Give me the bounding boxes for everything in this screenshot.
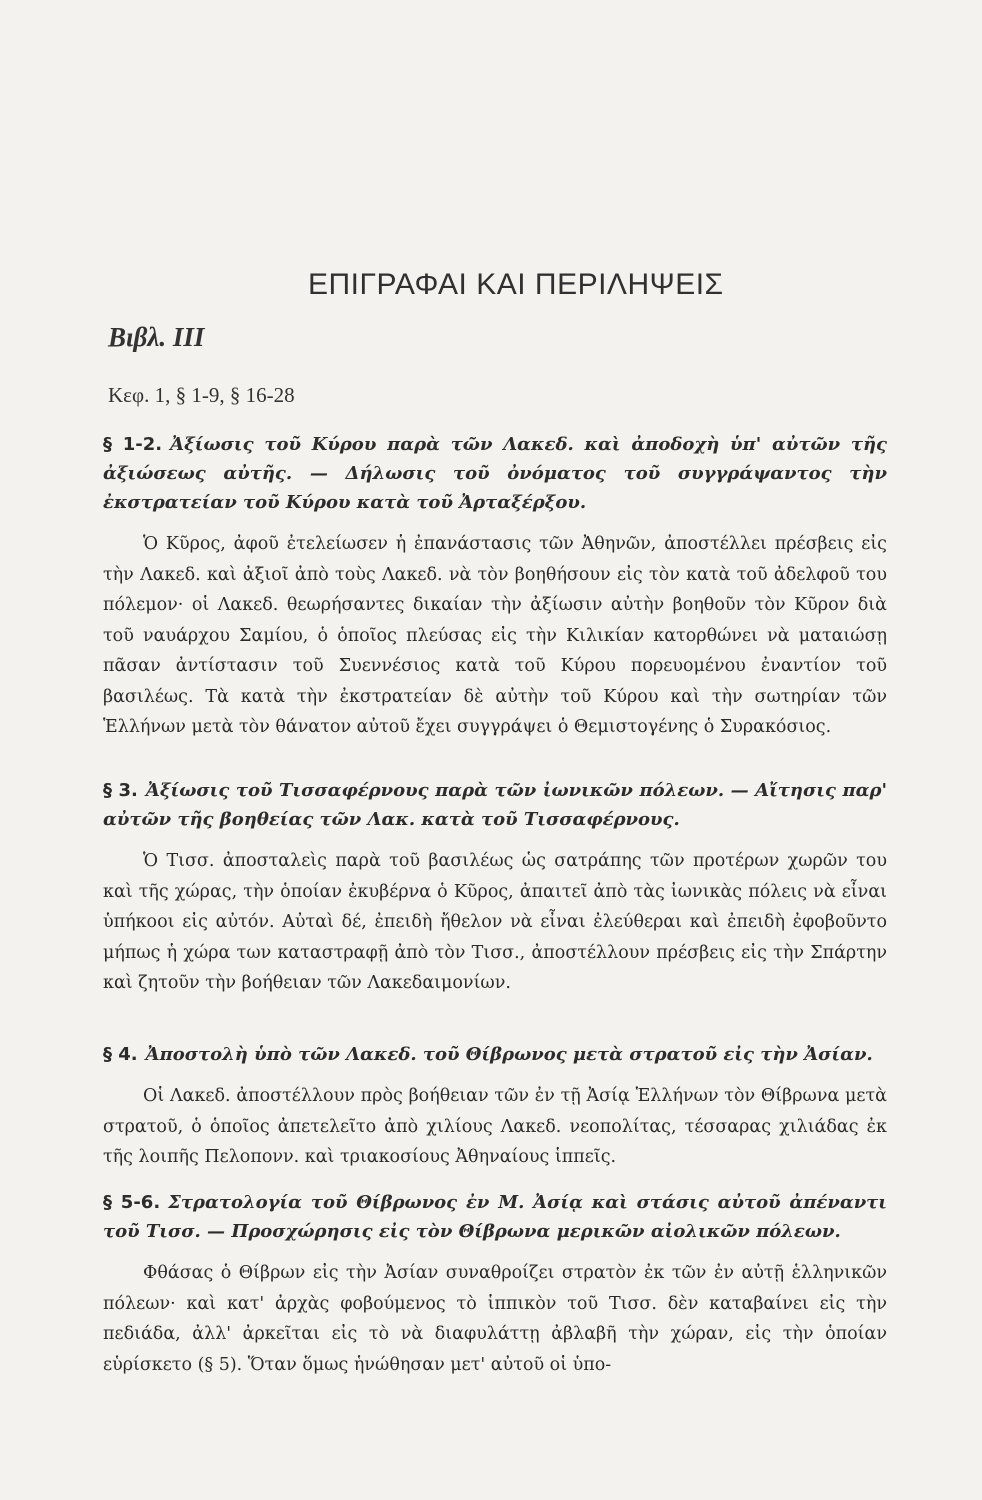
section-title: Στρατολογία τοῦ Θίβρωνος ἐν Μ. Ἀσίᾳ καὶ στάσις αὐτοῦ ἀπέναντι τοῦ Τισσ. — Προσχώρησις εἰς τὸν Θίβρωνα μερικῶν αἰολικῶν πόλεων. (103, 1192, 888, 1242)
section-title: Ἀποστολὴ ὑπὸ τῶν Λακεδ. τοῦ Θίβρωνος μετὰ στρατοῦ εἰς τὴν Ἀσίαν. (145, 1044, 873, 1065)
chapter-reference: Κεφ. 1, § 1-9, § 16-28 (108, 383, 295, 407)
section-number: § 4. (103, 1044, 138, 1065)
book-label: Βιβλ. III (108, 322, 205, 352)
section-heading (103, 1040, 887, 1069)
section-heading (103, 430, 887, 517)
section-body: Ὁ Κῦρος, ἀφοῦ ἐτελείωσεν ἡ ἐπανάστασις τῶν Ἀθηνῶν, ἀποστέλλει πρέσβεις εἰς τὴν Λακεδ. καὶ ἀξιοῖ ἀπὸ τοὺς Λακεδ. νὰ τὸν βοηθήσουν εἰς τὸν κατὰ τοῦ ἀδελφοῦ του πόλεμον· οἱ Λακεδ. θεωρήσαντες δικαίαν τὴν ἀξίωσιν αὐτὴν βοηθοῦν τὸν Κῦρον διὰ τοῦ ναυάρχου Σαμίου, ὁ ὁποῖος πλεύσας εἰς τὴν Κιλικίαν κατορθώνει νὰ ματαιώσῃ πᾶσαν ἀντίστασιν τοῦ Συεννέσιος κατὰ τοῦ Κύρου πορευομένου ἐναντίον τοῦ βασιλέως. Τὰ κατὰ τὴν ἐκστρατείαν δὲ αὐτὴν τοῦ Κύρου καὶ τὴν σωτηρίαν τῶν Ἑλλήνων μετὰ τὸν θάνατον αὐτοῦ ἔχει συγγράψει ὁ Θεμιστογένης ὁ Συρακόσιος. (103, 534, 887, 737)
section-3 (103, 776, 887, 999)
section-number: § 5-6. (103, 1192, 161, 1213)
section-heading (103, 776, 887, 834)
section-body: Φθάσας ὁ Θίβρων εἰς τὴν Ἀσίαν συναθροίζει στρατὸν ἐκ τῶν ἐν αὐτῇ ἑλληνικῶν πόλεων· καὶ κατ' ἀρχὰς φοβούμενος τὸ ἱππικὸν τοῦ Τισσ. δὲν καταβαίνει εἰς τὴν πεδιάδα, ἀλλ' ἀρκεῖται εἰς τὸ νὰ διαφυλάττῃ ἀβλαβῆ τὴν χώραν, εἰς τὴν ὁποίαν εὑρίσκετο (§ 5). Ὅταν ὅμως ἡνώθησαν μετ' αὐτοῦ οἱ ὑπο- (103, 1263, 887, 1375)
section-4 (103, 1040, 887, 1173)
section-number: § 1-2. (103, 434, 163, 455)
section-1-2 (103, 430, 887, 743)
section-title: Ἀξίωσις τοῦ Τισσαφέρνους παρὰ τῶν ἰωνικῶν πόλεων. — Αἴτησις παρ' αὐτῶν τῆς βοηθείας τῶν Λακ. κατὰ τοῦ Τισσαφέρνους. (103, 780, 887, 830)
section-5-6 (103, 1188, 887, 1380)
section-number: § 3. (103, 780, 138, 801)
section-title: Ἀξίωσις τοῦ Κύρου παρὰ τῶν Λακεδ. καὶ ἀποδοχὴ ὑπ' αὐτῶν τῆς ἀξιώσεως αὐτῆς. — Δήλωσις τοῦ ὀνόματος τοῦ συγγράψαντος τὴν ἐκστρατείαν τοῦ Κύρου κατὰ τοῦ Ἀρταξέρξου. (103, 434, 888, 513)
section-heading (103, 1188, 887, 1246)
section-body: Οἱ Λακεδ. ἀποστέλλουν πρὸς βοήθειαν τῶν ἐν τῇ Ἀσίᾳ Ἑλλήνων τὸν Θίβρωνα μετὰ στρατοῦ, ὁ ὁποῖος ἀπετελεῖτο ἀπὸ χιλίους Λακεδ. νεοπολίτας, τέσσαρας χιλιάδας ἐκ τῆς λοιπῆς Πελοπονν. καὶ τριακοσίους Ἀθηναίους ἱππεῖς. (103, 1086, 887, 1167)
section-body: Ὁ Τισσ. ἀποσταλεὶς παρὰ τοῦ βασιλέως ὡς σατράπης τῶν προτέρων χωρῶν του καὶ τῆς χώρας, τὴν ὁποίαν ἐκυβέρνα ὁ Κῦρος, ἀπαιτεῖ ἀπὸ τὰς ἰωνικὰς πόλεις νὰ εἶναι ὑπήκοοι εἰς αὐτόν. Αὐταὶ δέ, ἐπειδὴ ἤθελον νὰ εἶναι ἐλεύθεραι καὶ ἐπειδὴ ἐφοβοῦντο μήπως ἡ χώρα των καταστραφῇ ἀπὸ τὸν Τισσ., ἀποστέλλουν πρέσβεις εἰς τὴν Σπάρτην καὶ ζητοῦν τὴν βοήθειαν τῶν Λακεδαιμονίων. (103, 851, 887, 993)
page-title: ΕΠΙΓΡΑΦΑΙ ΚΑΙ ΠΕΡΙΛΗΨΕΙΣ (308, 268, 724, 301)
